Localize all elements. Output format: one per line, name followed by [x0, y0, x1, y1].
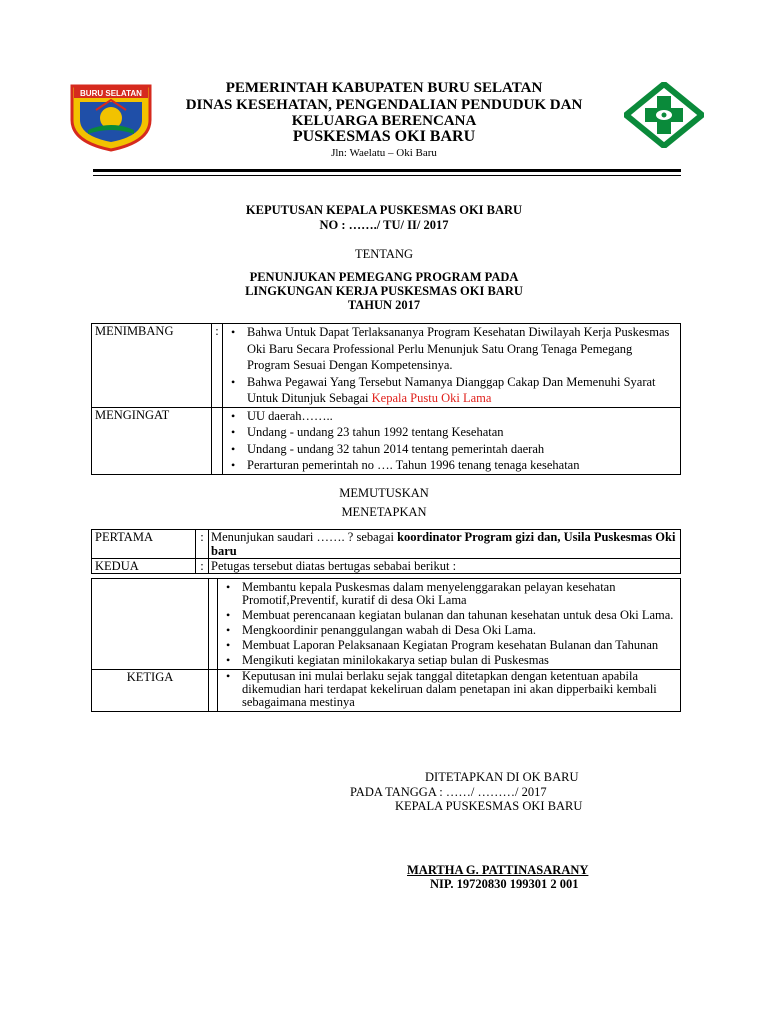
task-item: • Membuat Laporan Pelaksanaan Kegiatan Program kesehatan Bulanan dan Tahunan [226, 638, 659, 652]
mengingat-row [92, 407, 681, 474]
ketiga-item: • Keputusan ini mulai berlaku sejak tanggal ditetapkan dengan ketentuan apabila dikemudian hari terdapat kekeliruan dalam penetapan ini akan dipperbaiki kembali sebagaimana mestinya [226, 669, 657, 709]
tasks-label [92, 579, 209, 670]
mengingat-item: • Undang - undang 32 tahun 2014 tentang pemerintah daerah [231, 441, 545, 456]
mengingat-item: • UU daerah…….. [231, 408, 333, 423]
kedua-row [92, 559, 681, 574]
task-item: • Mengikuti kegiatan minilokakarya setiap bulan di Puskesmas [226, 653, 549, 667]
header-department-line1: DINAS KESEHATAN, PENGENDALIAN PENDUDUK DAN [185, 97, 583, 113]
bullet-icon: • [231, 374, 236, 389]
decree-subject-line2: LINGKUNGAN KERJA PUSKESMAS OKI BARU [245, 284, 523, 298]
bullet-icon: • [231, 441, 236, 456]
ketiga-row [92, 670, 681, 712]
pertama-colon: : [196, 530, 209, 559]
decree-subject [150, 270, 618, 312]
menetapkan-heading: MENETAPKAN [341, 505, 427, 519]
kedua-label: KEDUA [92, 559, 196, 574]
signature-place: DITETAPKAN DI OK BARU [425, 770, 579, 784]
decree-subject-line1: PENUNJUKAN PEMEGANG PROGRAM PADA [249, 270, 519, 284]
signatory-nip: NIP. 19720830 199301 2 001 [430, 877, 579, 891]
bullet-icon: • [226, 638, 231, 652]
signature-title: KEPALA PUSKESMAS OKI BARU [395, 799, 583, 813]
bullet-icon: • [226, 623, 231, 637]
pertama-row [92, 530, 681, 559]
mengingat-item: • Perarturan pemerintah no …. Tahun 1996 tenang tenaga kesehatan [231, 458, 580, 472]
task-item: • Membuat perencanaan kegiatan bulanan dan tahunan kesehatan untuk desa Oki Lama. [226, 608, 674, 622]
pertama-label: PERTAMA [92, 530, 196, 559]
pertama-content: Menunjukan saudari ……. ? sebagai koordinator Program gizi dan, Usila Puskesmas Oki baru [209, 530, 681, 559]
menimbang-label: MENIMBANG [92, 324, 212, 408]
mengingat-label: MENGINGAT [92, 407, 212, 474]
bullet-icon: • [231, 408, 236, 423]
task-item: • Membantu kepala Puskesmas dalam menyelenggarakan pelayan kesehatan Promotif,Preventif, kuratif di desa Oki Lama [226, 580, 616, 607]
kedua-content: Petugas tersebut diatas bertugas sebabai berikut : [209, 559, 681, 574]
tasks-content [218, 579, 681, 670]
signature-date: PADA TANGGA : ……/ ………/ 2017 [350, 785, 547, 799]
mengingat-item: • Undang - undang 23 tahun 1992 tentang Kesehatan [231, 425, 504, 439]
menimbang-row [92, 324, 681, 408]
decree-title: KEPUTUSAN KEPALA PUSKESMAS OKI BARU [245, 203, 523, 217]
buru-selatan-shield-logo [66, 80, 156, 152]
bullet-icon: • [231, 458, 236, 472]
considerations-table [91, 323, 681, 475]
header-address: Jln: Waelatu – Oki Baru [331, 147, 437, 159]
signatory-name: MARTHA G. PATTINASARANY [407, 863, 589, 877]
decree-subject-line3: TAHUN 2017 [347, 298, 421, 312]
bullet-icon: • [226, 608, 231, 622]
bullet-icon: • [226, 580, 231, 594]
tasks-row [92, 579, 681, 670]
bullet-icon: • [226, 653, 231, 667]
kedua-colon: : [196, 559, 209, 574]
memutuskan-heading: MEMUTUSKAN [339, 486, 429, 500]
logo-left-text: BURU SELATAN [80, 89, 142, 98]
bullet-icon: • [226, 669, 231, 683]
header-rule-thick [93, 169, 681, 172]
ketiga-content [218, 670, 681, 712]
menimbang-item: • Bahwa Pegawai Yang Tersebut Namanya Dianggap Cakap Dan Memenuhi Syarat Untuk Ditunjuk Sebagai Kepala Pustu Oki Lama [231, 374, 656, 405]
ketiga-colon [209, 670, 218, 712]
header-rule-thin [93, 175, 681, 176]
header-department [150, 97, 618, 129]
bullet-icon: • [231, 425, 236, 439]
mengingat-colon [212, 407, 223, 474]
mengingat-content [223, 407, 681, 474]
header-government: PEMERINTAH KABUPATEN BURU SELATAN [225, 80, 543, 96]
highlight-red-text: Kepala Pustu Oki Lama [371, 391, 492, 405]
menimbang-content [223, 324, 681, 408]
menimbang-item: • Bahwa Untuk Dapat Terlaksananya Program Kesehatan Diwilayah Kerja Puskesmas Oki Baru Secara Professional Perlu Menunjuk Satu Orang Tenaga Pemegang Program Sesuai Dengan Kompetensinya. [231, 325, 670, 372]
menimbang-colon: : [212, 324, 223, 408]
puskesmas-cross-logo [624, 82, 704, 148]
header-puskesmas-name: PUSKESMAS OKI BARU [292, 128, 476, 145]
decree-number: NO : ……./ TU/ II/ 2017 [319, 218, 449, 232]
tasks-colon [209, 579, 218, 670]
header-department-line2: KELUARGA BERENCANA [291, 113, 477, 129]
tasks-table [91, 578, 681, 712]
ketiga-label: KETIGA [92, 670, 209, 712]
bullet-icon: • [231, 325, 236, 339]
decree-about: TENTANG [354, 247, 413, 261]
task-item: • Mengkoordinir penanggulangan wabah di Desa Oki Lama. [226, 623, 537, 637]
decisions-table [91, 529, 681, 574]
